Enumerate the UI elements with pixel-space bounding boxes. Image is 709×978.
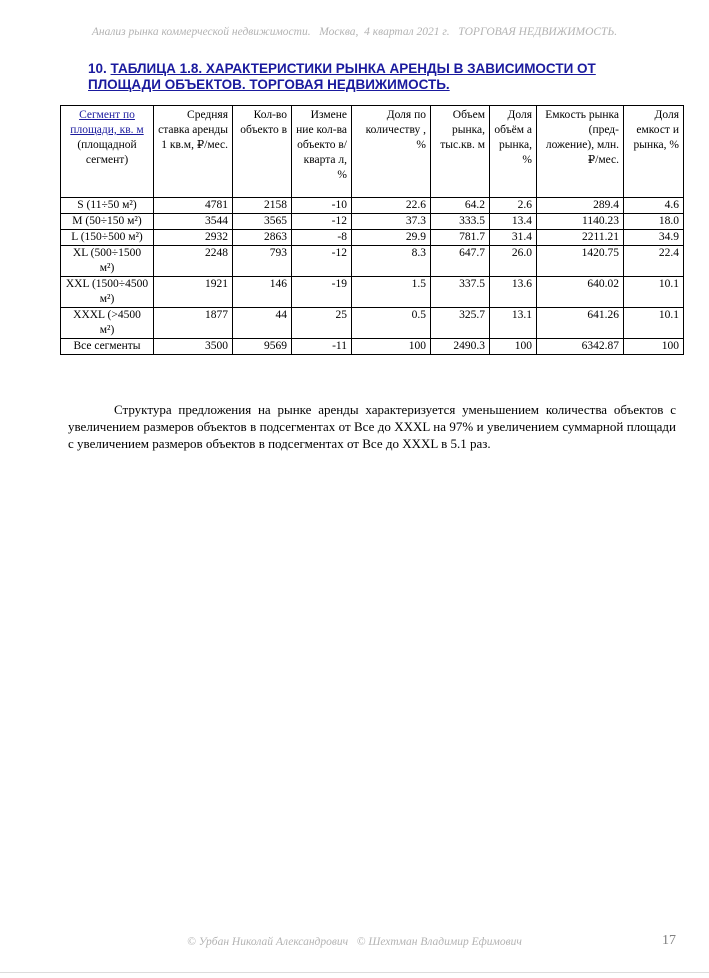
table-row (61, 308, 684, 339)
segment-header-note: (площадной сегмент) (77, 139, 137, 166)
table-row (61, 230, 684, 246)
column-header-rate: Средняя ставка аренды 1 кв.м, ₽/мес. (154, 106, 233, 198)
cell-capacity-share: 4.6 (624, 198, 684, 214)
cell-volume: 337.5 (431, 277, 490, 308)
cell-capacity-share: 100 (624, 339, 684, 355)
section-title-text: ТАБЛИЦА 1.8. ХАРАКТЕРИСТИКИ РЫНКА АРЕНДЫ В ЗАВИСИМОСТИ ОТ ПЛОЩАДИ ОБЪЕКТОВ. ТОРГОВАЯ НЕДВИЖИМОСТЬ. (88, 61, 596, 92)
cell-change: -8 (292, 230, 352, 246)
cell-count-share: 100 (352, 339, 431, 355)
running-header: Анализ рынка коммерческой недвижимости. Москва, 4 квартал 2021 г. ТОРГОВАЯ НЕДВИЖИМОСТЬ. (91, 26, 618, 38)
cell-segment: Все сегменты (61, 339, 154, 355)
cell-count: 2863 (233, 230, 292, 246)
cell-volume-share: 31.4 (490, 230, 537, 246)
cell-capacity: 2211.21 (537, 230, 624, 246)
column-header-volume: Объем рынка, тыс.кв. м (431, 106, 490, 198)
cell-volume-share: 2.6 (490, 198, 537, 214)
cell-rate: 2248 (154, 246, 233, 277)
cell-segment: XXXL (>4500 м²) (61, 308, 154, 339)
table-title (88, 61, 668, 93)
cell-capacity-share: 34.9 (624, 230, 684, 246)
cell-capacity-share: 10.1 (624, 277, 684, 308)
column-header-segment (61, 106, 154, 198)
table-row (61, 277, 684, 308)
column-header-capacity: Емкость рынка (пред-ложение), млн.₽/мес. (537, 106, 624, 198)
cell-change: -10 (292, 198, 352, 214)
page-bottom-divider (0, 972, 709, 973)
body-paragraph: Структура предложения на рынке аренды характеризуется уменьшением количества объектов с увеличением размеров объектов в подсегментах от Все до XXXL на 97% и увеличением суммарной площади с увеличением размеров объектов в подсегментах от Все до XXXL в 5.1 раз. (68, 402, 676, 451)
cell-capacity-share: 18.0 (624, 214, 684, 230)
cell-segment: L (150÷500 м²) (61, 230, 154, 246)
cell-volume: 647.7 (431, 246, 490, 277)
cell-capacity: 1140.23 (537, 214, 624, 230)
page-number: 17 (662, 933, 676, 948)
cell-rate: 1877 (154, 308, 233, 339)
cell-count-share: 1.5 (352, 277, 431, 308)
cell-count-share: 29.9 (352, 230, 431, 246)
column-header-count: Кол-во объекто в (233, 106, 292, 198)
cell-volume-share: 13.4 (490, 214, 537, 230)
cell-volume-share: 100 (490, 339, 537, 355)
column-header-count-share: Доля по количеству , % (352, 106, 431, 198)
cell-rate: 1921 (154, 277, 233, 308)
cell-count: 9569 (233, 339, 292, 355)
cell-count-share: 37.3 (352, 214, 431, 230)
cell-capacity: 640.02 (537, 277, 624, 308)
cell-count-share: 0.5 (352, 308, 431, 339)
cell-volume-share: 13.1 (490, 308, 537, 339)
cell-segment: XL (500÷1500 м²) (61, 246, 154, 277)
cell-capacity-share: 10.1 (624, 308, 684, 339)
cell-capacity: 1420.75 (537, 246, 624, 277)
cell-capacity: 641.26 (537, 308, 624, 339)
segment-header-link[interactable]: Сегмент по площади, кв. м (70, 109, 144, 136)
cell-volume: 781.7 (431, 230, 490, 246)
cell-change: 25 (292, 308, 352, 339)
cell-segment: XXL (1500÷4500 м²) (61, 277, 154, 308)
cell-volume: 333.5 (431, 214, 490, 230)
table-body (61, 198, 684, 355)
cell-volume-share: 26.0 (490, 246, 537, 277)
cell-capacity: 6342.87 (537, 339, 624, 355)
column-header-capacity-share: Доля емкост и рынка, % (624, 106, 684, 198)
cell-count: 146 (233, 277, 292, 308)
cell-volume: 325.7 (431, 308, 490, 339)
cell-change: -12 (292, 214, 352, 230)
column-header-volume-share: Доля объём а рынка, % (490, 106, 537, 198)
cell-count: 3565 (233, 214, 292, 230)
cell-change: -11 (292, 339, 352, 355)
cell-rate: 2932 (154, 230, 233, 246)
cell-volume: 2490.3 (431, 339, 490, 355)
cell-count-share: 8.3 (352, 246, 431, 277)
table-row (61, 246, 684, 277)
table-row (61, 339, 684, 355)
section-number: 10. (88, 61, 107, 76)
cell-count-share: 22.6 (352, 198, 431, 214)
cell-segment: S (11÷50 м²) (61, 198, 154, 214)
cell-rate: 3544 (154, 214, 233, 230)
cell-capacity-share: 22.4 (624, 246, 684, 277)
cell-segment: M (50÷150 м²) (61, 214, 154, 230)
cell-change: -19 (292, 277, 352, 308)
cell-count: 2158 (233, 198, 292, 214)
table-row (61, 214, 684, 230)
table-row (61, 198, 684, 214)
column-header-change: Измене ние кол-ва объекто в/кварта л, % (292, 106, 352, 198)
cell-rate: 3500 (154, 339, 233, 355)
table-header-row (61, 106, 684, 198)
market-table (60, 105, 684, 355)
cell-volume-share: 13.6 (490, 277, 537, 308)
cell-count: 44 (233, 308, 292, 339)
cell-change: -12 (292, 246, 352, 277)
footer-copyright: © Урбан Николай Александрович © Шехтман Владимир Ефимович (187, 936, 522, 948)
cell-volume: 64.2 (431, 198, 490, 214)
cell-count: 793 (233, 246, 292, 277)
cell-capacity: 289.4 (537, 198, 624, 214)
cell-rate: 4781 (154, 198, 233, 214)
